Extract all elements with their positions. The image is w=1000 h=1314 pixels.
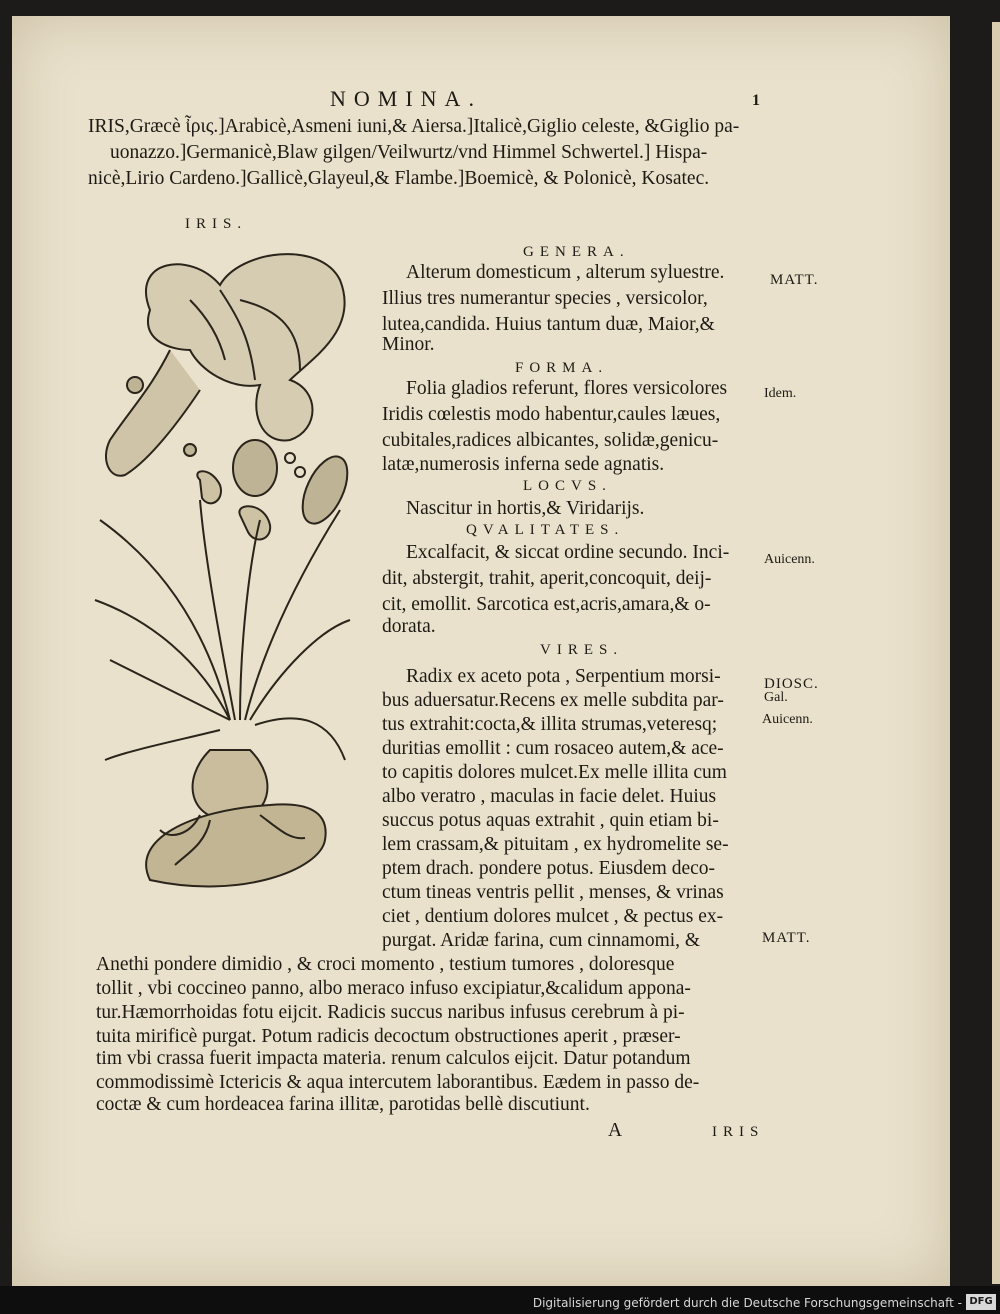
margin-matt-1: MATT. — [770, 272, 819, 288]
vires-full-line-1: Anethi pondere dimidio , & croci momento , testium tumores , doloresque — [96, 954, 675, 975]
vires-line-11: ciet , dentium dolores mulcet , & pectus ex- — [382, 906, 724, 927]
vires-line-4: duritias emollit : cum rosaceo autem,& ace- — [382, 738, 724, 759]
page-number: 1 — [752, 92, 760, 109]
qualitates-line-3: cit, emollit. Sarcotica est,acris,amara,& o- — [382, 594, 711, 615]
qualitates-line-4: dorata. — [382, 616, 436, 637]
margin-idem: Idem. — [764, 386, 797, 401]
vires-line-5: to capitis dolores mulcet.Ex melle illita cum — [382, 762, 727, 783]
genera-line-3: lutea,candida. Huius tantum duæ, Maior,& — [382, 314, 715, 335]
margin-diosc: DIOSC. — [764, 676, 819, 692]
nomina-line-2: uonazzo.]Germanicè,Blaw gilgen/Veilwurtz/vnd Himmel Schwertel.] Hispa- — [110, 142, 708, 163]
illustration-caption: IRIS. — [185, 216, 248, 232]
page-edge — [992, 22, 1000, 1284]
heading-genera: GENERA. — [523, 244, 630, 260]
vires-line-12: purgat. Aridæ farina, cum cinnamomi, & — [382, 930, 701, 951]
heading-qualitates: QVALITATES. — [466, 522, 625, 538]
vires-full-line-3: tur.Hæmorrhoidas fotu eijcit. Radicis succus naribus infusus cerebrum à pi- — [96, 1002, 685, 1023]
vires-full-line-6: commodissimè Ictericis & aqua intercutem laborantibus. Eædem in passo de- — [96, 1072, 700, 1093]
vires-line-2: bus aduersatur.Recens ex melle subdita par- — [382, 690, 724, 711]
forma-line-1: Folia gladios referunt, flores versicolores — [406, 378, 728, 399]
genera-line-1: Alterum domesticum , alterum syluestre. — [406, 262, 725, 283]
vires-line-9: ptem drach. pondere potus. Eiusdem deco- — [382, 858, 716, 879]
margin-auicenn-1: Auicenn. — [764, 552, 815, 567]
vires-full-line-4: tuita mirificè purgat. Potum radicis decoctum obstructiones aperit , præser- — [96, 1026, 681, 1047]
forma-line-3: cubitales,radices albicantes, solidæ,genicu- — [382, 430, 719, 451]
vires-full-line-7: coctæ & cum hordeacea farina illitæ, parotidas bellè discutiunt. — [96, 1094, 590, 1115]
vires-line-3: tus extrahit:cocta,& illita strumas,veteresq; — [382, 714, 718, 735]
margin-matt-2: MATT. — [762, 930, 811, 946]
vires-line-8: lem crassam,& pituitam , ex hydromelite se- — [382, 834, 729, 855]
catchword: IRIS — [712, 1124, 765, 1140]
margin-auicenn-2: Auicenn. — [762, 712, 813, 727]
qualitates-line-2: dit, abstergit, trahit, aperit,concoquit, deij- — [382, 568, 712, 589]
genera-line-4: Minor. — [382, 334, 435, 355]
funding-note: Digitalisierung gefördert durch die Deutsche Forschungsgemeinschaft - — [532, 1296, 962, 1310]
vires-full-line-2: tollit , vbi coccineo panno, albo meraco infuso excipiatur,&calidum appona- — [96, 978, 691, 999]
page-title: NOMINA. — [330, 86, 482, 111]
vires-line-10: ctum tineas ventris pellit , menses, & vrinas — [382, 882, 724, 903]
genera-line-2: Illius tres numerantur species , versicolor, — [382, 288, 708, 309]
margin-gal: Gal. — [764, 690, 788, 705]
vires-line-7: succus potus aquas extrahit , quin etiam bi- — [382, 810, 719, 831]
vires-line-1: Radix ex aceto pota , Serpentium morsi- — [406, 666, 721, 687]
locus-line-1: Nascitur in hortis,& Viridarijs. — [406, 498, 645, 519]
vires-full-line-5: tim vbi crassa fuerit impacta materia. renum calculos eijcit. Datur potandum — [96, 1048, 691, 1069]
heading-vires: VIRES. — [540, 642, 624, 658]
dfg-logo: DFG — [966, 1294, 996, 1310]
forma-line-2: Iridis cœlestis modo habentur,caules læues, — [382, 404, 721, 425]
signature-mark: A — [608, 1120, 623, 1141]
nomina-line-3: nicè,Lirio Cardeno.]Gallicè,Glayeul,& Flambe.]Boemicè, & Polonicè, Kosatec. — [88, 168, 710, 189]
heading-locus: LOCVS. — [523, 478, 612, 494]
heading-forma: FORMA. — [515, 360, 609, 376]
forma-line-4: latæ,numerosis inferna sede agnatis. — [382, 454, 665, 475]
nomina-line-1: IRIS,Græcè ἶρις.]Arabicè,Asmeni iuni,& Aiersa.]Italicè,Giglio celeste, &Giglio pa- — [88, 116, 740, 137]
qualitates-line-1: Excalfacit, & siccat ordine secundo. Inci- — [406, 542, 730, 563]
iris-illustration — [90, 240, 365, 930]
vires-line-6: albo veratro , maculas in facie delet. Huius — [382, 786, 717, 807]
